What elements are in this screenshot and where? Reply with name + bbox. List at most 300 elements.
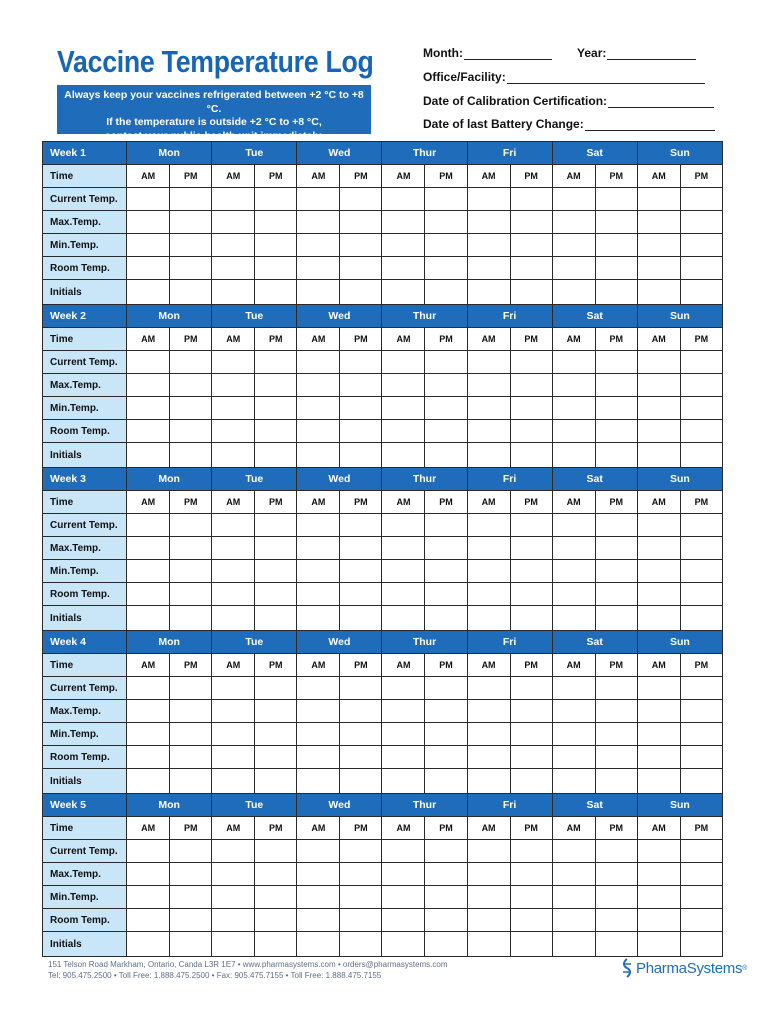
year-field[interactable] xyxy=(577,46,696,60)
log-entry-cell[interactable] xyxy=(382,280,425,305)
log-entry-cell[interactable] xyxy=(170,560,212,583)
log-entry-cell[interactable] xyxy=(595,723,637,746)
log-entry-cell[interactable] xyxy=(170,443,212,468)
log-entry-cell[interactable] xyxy=(552,909,595,932)
log-entry-cell[interactable] xyxy=(425,537,467,560)
log-entry-cell[interactable] xyxy=(297,188,340,211)
log-entry-cell[interactable] xyxy=(297,351,340,374)
log-entry-cell[interactable] xyxy=(212,211,255,234)
log-entry-cell[interactable] xyxy=(680,840,722,863)
log-entry-cell[interactable] xyxy=(595,840,637,863)
log-entry-cell[interactable] xyxy=(255,560,297,583)
log-entry-cell[interactable] xyxy=(637,746,680,769)
log-entry-cell[interactable] xyxy=(510,606,552,631)
log-entry-cell[interactable] xyxy=(382,769,425,794)
log-entry-cell[interactable] xyxy=(467,211,510,234)
log-entry-cell[interactable] xyxy=(127,420,170,443)
log-entry-cell[interactable] xyxy=(170,537,212,560)
log-entry-cell[interactable] xyxy=(680,443,722,468)
log-entry-cell[interactable] xyxy=(425,863,467,886)
log-entry-cell[interactable] xyxy=(255,211,297,234)
log-entry-cell[interactable] xyxy=(340,234,382,257)
log-entry-cell[interactable] xyxy=(340,840,382,863)
log-entry-cell[interactable] xyxy=(127,769,170,794)
log-entry-cell[interactable] xyxy=(170,514,212,537)
log-entry-cell[interactable] xyxy=(467,514,510,537)
log-entry-cell[interactable] xyxy=(680,932,722,957)
log-entry-cell[interactable] xyxy=(127,280,170,305)
log-entry-cell[interactable] xyxy=(510,677,552,700)
log-entry-cell[interactable] xyxy=(425,909,467,932)
log-entry-cell[interactable] xyxy=(255,909,297,932)
log-entry-cell[interactable] xyxy=(127,677,170,700)
log-entry-cell[interactable] xyxy=(297,909,340,932)
log-entry-cell[interactable] xyxy=(255,188,297,211)
log-entry-cell[interactable] xyxy=(340,280,382,305)
log-entry-cell[interactable] xyxy=(467,840,510,863)
log-entry-cell[interactable] xyxy=(467,397,510,420)
log-entry-cell[interactable] xyxy=(552,606,595,631)
log-entry-cell[interactable] xyxy=(425,257,467,280)
log-entry-cell[interactable] xyxy=(425,583,467,606)
log-entry-cell[interactable] xyxy=(212,351,255,374)
log-entry-cell[interactable] xyxy=(382,723,425,746)
log-entry-cell[interactable] xyxy=(127,188,170,211)
log-entry-cell[interactable] xyxy=(595,606,637,631)
log-entry-cell[interactable] xyxy=(680,560,722,583)
log-entry-cell[interactable] xyxy=(170,746,212,769)
log-entry-cell[interactable] xyxy=(637,257,680,280)
log-entry-cell[interactable] xyxy=(297,443,340,468)
log-entry-cell[interactable] xyxy=(680,583,722,606)
log-entry-cell[interactable] xyxy=(467,583,510,606)
log-entry-cell[interactable] xyxy=(595,188,637,211)
log-entry-cell[interactable] xyxy=(127,583,170,606)
log-entry-cell[interactable] xyxy=(127,932,170,957)
log-entry-cell[interactable] xyxy=(425,188,467,211)
log-entry-cell[interactable] xyxy=(212,606,255,631)
log-entry-cell[interactable] xyxy=(255,420,297,443)
log-entry-cell[interactable] xyxy=(382,932,425,957)
log-entry-cell[interactable] xyxy=(255,234,297,257)
log-entry-cell[interactable] xyxy=(340,700,382,723)
log-entry-cell[interactable] xyxy=(212,537,255,560)
log-entry-cell[interactable] xyxy=(382,863,425,886)
log-entry-cell[interactable] xyxy=(297,420,340,443)
log-entry-cell[interactable] xyxy=(595,234,637,257)
log-entry-cell[interactable] xyxy=(467,188,510,211)
log-entry-cell[interactable] xyxy=(340,537,382,560)
log-entry-cell[interactable] xyxy=(382,211,425,234)
log-entry-cell[interactable] xyxy=(255,723,297,746)
log-entry-cell[interactable] xyxy=(297,397,340,420)
log-entry-cell[interactable] xyxy=(467,863,510,886)
log-entry-cell[interactable] xyxy=(637,723,680,746)
log-entry-cell[interactable] xyxy=(170,677,212,700)
log-entry-cell[interactable] xyxy=(595,443,637,468)
log-entry-cell[interactable] xyxy=(595,257,637,280)
log-entry-cell[interactable] xyxy=(340,886,382,909)
log-entry-cell[interactable] xyxy=(552,886,595,909)
log-entry-cell[interactable] xyxy=(170,723,212,746)
log-entry-cell[interactable] xyxy=(637,886,680,909)
log-entry-cell[interactable] xyxy=(595,886,637,909)
log-entry-cell[interactable] xyxy=(297,700,340,723)
log-entry-cell[interactable] xyxy=(170,420,212,443)
log-entry-cell[interactable] xyxy=(212,374,255,397)
log-entry-cell[interactable] xyxy=(297,606,340,631)
log-entry-cell[interactable] xyxy=(127,234,170,257)
log-entry-cell[interactable] xyxy=(382,840,425,863)
log-entry-cell[interactable] xyxy=(425,443,467,468)
log-entry-cell[interactable] xyxy=(170,932,212,957)
log-entry-cell[interactable] xyxy=(297,769,340,794)
log-entry-cell[interactable] xyxy=(297,560,340,583)
log-entry-cell[interactable] xyxy=(467,723,510,746)
log-entry-cell[interactable] xyxy=(637,583,680,606)
year-line[interactable] xyxy=(607,48,696,60)
log-entry-cell[interactable] xyxy=(127,909,170,932)
log-entry-cell[interactable] xyxy=(340,560,382,583)
log-entry-cell[interactable] xyxy=(510,537,552,560)
log-entry-cell[interactable] xyxy=(510,514,552,537)
log-entry-cell[interactable] xyxy=(595,769,637,794)
log-entry-cell[interactable] xyxy=(340,677,382,700)
log-entry-cell[interactable] xyxy=(382,560,425,583)
log-entry-cell[interactable] xyxy=(595,211,637,234)
log-entry-cell[interactable] xyxy=(340,606,382,631)
log-entry-cell[interactable] xyxy=(127,746,170,769)
log-entry-cell[interactable] xyxy=(510,420,552,443)
log-entry-cell[interactable] xyxy=(680,863,722,886)
log-entry-cell[interactable] xyxy=(637,211,680,234)
calibration-line[interactable] xyxy=(608,96,714,108)
log-entry-cell[interactable] xyxy=(127,886,170,909)
log-entry-cell[interactable] xyxy=(552,397,595,420)
log-entry-cell[interactable] xyxy=(510,257,552,280)
log-entry-cell[interactable] xyxy=(212,280,255,305)
log-entry-cell[interactable] xyxy=(510,374,552,397)
log-entry-cell[interactable] xyxy=(255,537,297,560)
log-entry-cell[interactable] xyxy=(425,932,467,957)
log-entry-cell[interactable] xyxy=(510,746,552,769)
log-entry-cell[interactable] xyxy=(127,257,170,280)
log-entry-cell[interactable] xyxy=(425,769,467,794)
log-entry-cell[interactable] xyxy=(595,932,637,957)
log-entry-cell[interactable] xyxy=(340,420,382,443)
log-entry-cell[interactable] xyxy=(340,769,382,794)
log-entry-cell[interactable] xyxy=(680,351,722,374)
log-entry-cell[interactable] xyxy=(637,374,680,397)
log-entry-cell[interactable] xyxy=(595,746,637,769)
log-entry-cell[interactable] xyxy=(467,537,510,560)
log-entry-cell[interactable] xyxy=(467,351,510,374)
log-entry-cell[interactable] xyxy=(680,280,722,305)
log-entry-cell[interactable] xyxy=(510,351,552,374)
log-entry-cell[interactable] xyxy=(467,257,510,280)
log-entry-cell[interactable] xyxy=(637,560,680,583)
log-entry-cell[interactable] xyxy=(680,606,722,631)
log-entry-cell[interactable] xyxy=(297,280,340,305)
log-entry-cell[interactable] xyxy=(255,886,297,909)
log-entry-cell[interactable] xyxy=(467,909,510,932)
log-entry-cell[interactable] xyxy=(212,746,255,769)
log-entry-cell[interactable] xyxy=(212,840,255,863)
log-entry-cell[interactable] xyxy=(212,560,255,583)
log-entry-cell[interactable] xyxy=(382,374,425,397)
log-entry-cell[interactable] xyxy=(340,514,382,537)
log-entry-cell[interactable] xyxy=(382,397,425,420)
log-entry-cell[interactable] xyxy=(425,677,467,700)
log-entry-cell[interactable] xyxy=(340,397,382,420)
log-entry-cell[interactable] xyxy=(595,700,637,723)
log-entry-cell[interactable] xyxy=(552,863,595,886)
log-entry-cell[interactable] xyxy=(595,909,637,932)
office-field[interactable] xyxy=(423,70,705,84)
log-entry-cell[interactable] xyxy=(425,351,467,374)
log-entry-cell[interactable] xyxy=(127,863,170,886)
log-entry-cell[interactable] xyxy=(595,560,637,583)
log-entry-cell[interactable] xyxy=(680,700,722,723)
log-entry-cell[interactable] xyxy=(340,188,382,211)
log-entry-cell[interactable] xyxy=(680,746,722,769)
log-entry-cell[interactable] xyxy=(637,700,680,723)
log-entry-cell[interactable] xyxy=(425,420,467,443)
log-entry-cell[interactable] xyxy=(212,723,255,746)
log-entry-cell[interactable] xyxy=(595,351,637,374)
log-entry-cell[interactable] xyxy=(680,397,722,420)
log-entry-cell[interactable] xyxy=(552,420,595,443)
log-entry-cell[interactable] xyxy=(552,211,595,234)
log-entry-cell[interactable] xyxy=(595,863,637,886)
log-entry-cell[interactable] xyxy=(255,840,297,863)
log-entry-cell[interactable] xyxy=(425,514,467,537)
log-entry-cell[interactable] xyxy=(340,932,382,957)
log-entry-cell[interactable] xyxy=(595,677,637,700)
log-entry-cell[interactable] xyxy=(467,280,510,305)
log-entry-cell[interactable] xyxy=(255,514,297,537)
log-entry-cell[interactable] xyxy=(297,746,340,769)
log-entry-cell[interactable] xyxy=(510,583,552,606)
log-entry-cell[interactable] xyxy=(170,886,212,909)
log-entry-cell[interactable] xyxy=(170,700,212,723)
log-entry-cell[interactable] xyxy=(552,769,595,794)
log-entry-cell[interactable] xyxy=(552,257,595,280)
log-entry-cell[interactable] xyxy=(127,840,170,863)
log-entry-cell[interactable] xyxy=(425,374,467,397)
log-entry-cell[interactable] xyxy=(212,769,255,794)
log-entry-cell[interactable] xyxy=(425,886,467,909)
log-entry-cell[interactable] xyxy=(680,886,722,909)
log-entry-cell[interactable] xyxy=(255,280,297,305)
log-entry-cell[interactable] xyxy=(382,583,425,606)
log-entry-cell[interactable] xyxy=(552,700,595,723)
log-entry-cell[interactable] xyxy=(127,397,170,420)
log-entry-cell[interactable] xyxy=(637,351,680,374)
log-entry-cell[interactable] xyxy=(382,537,425,560)
log-entry-cell[interactable] xyxy=(552,746,595,769)
log-entry-cell[interactable] xyxy=(510,397,552,420)
log-entry-cell[interactable] xyxy=(127,537,170,560)
log-entry-cell[interactable] xyxy=(212,188,255,211)
log-entry-cell[interactable] xyxy=(255,443,297,468)
log-entry-cell[interactable] xyxy=(467,700,510,723)
log-entry-cell[interactable] xyxy=(170,909,212,932)
log-entry-cell[interactable] xyxy=(680,909,722,932)
log-entry-cell[interactable] xyxy=(680,723,722,746)
log-entry-cell[interactable] xyxy=(382,420,425,443)
log-entry-cell[interactable] xyxy=(552,188,595,211)
log-entry-cell[interactable] xyxy=(255,374,297,397)
log-entry-cell[interactable] xyxy=(212,677,255,700)
log-entry-cell[interactable] xyxy=(127,374,170,397)
log-entry-cell[interactable] xyxy=(212,863,255,886)
battery-field[interactable] xyxy=(423,117,715,131)
month-field[interactable] xyxy=(423,46,552,60)
log-entry-cell[interactable] xyxy=(637,677,680,700)
log-entry-cell[interactable] xyxy=(170,188,212,211)
log-entry-cell[interactable] xyxy=(510,723,552,746)
log-entry-cell[interactable] xyxy=(127,723,170,746)
log-entry-cell[interactable] xyxy=(382,746,425,769)
log-entry-cell[interactable] xyxy=(637,606,680,631)
log-entry-cell[interactable] xyxy=(510,886,552,909)
log-entry-cell[interactable] xyxy=(637,909,680,932)
log-entry-cell[interactable] xyxy=(467,886,510,909)
log-entry-cell[interactable] xyxy=(297,514,340,537)
log-entry-cell[interactable] xyxy=(212,909,255,932)
log-entry-cell[interactable] xyxy=(552,583,595,606)
log-entry-cell[interactable] xyxy=(552,443,595,468)
log-entry-cell[interactable] xyxy=(127,351,170,374)
log-entry-cell[interactable] xyxy=(510,840,552,863)
log-entry-cell[interactable] xyxy=(425,560,467,583)
log-entry-cell[interactable] xyxy=(510,560,552,583)
month-line[interactable] xyxy=(464,48,552,60)
log-entry-cell[interactable] xyxy=(680,211,722,234)
log-entry-cell[interactable] xyxy=(255,746,297,769)
log-entry-cell[interactable] xyxy=(425,606,467,631)
log-entry-cell[interactable] xyxy=(297,583,340,606)
log-entry-cell[interactable] xyxy=(297,234,340,257)
log-entry-cell[interactable] xyxy=(340,583,382,606)
log-entry-cell[interactable] xyxy=(297,374,340,397)
log-entry-cell[interactable] xyxy=(510,211,552,234)
log-entry-cell[interactable] xyxy=(425,700,467,723)
log-entry-cell[interactable] xyxy=(297,840,340,863)
log-entry-cell[interactable] xyxy=(637,514,680,537)
log-entry-cell[interactable] xyxy=(467,746,510,769)
log-entry-cell[interactable] xyxy=(255,863,297,886)
log-entry-cell[interactable] xyxy=(340,351,382,374)
log-entry-cell[interactable] xyxy=(212,583,255,606)
log-entry-cell[interactable] xyxy=(425,723,467,746)
log-entry-cell[interactable] xyxy=(510,769,552,794)
log-entry-cell[interactable] xyxy=(170,374,212,397)
log-entry-cell[interactable] xyxy=(595,537,637,560)
log-entry-cell[interactable] xyxy=(595,374,637,397)
log-entry-cell[interactable] xyxy=(340,909,382,932)
log-entry-cell[interactable] xyxy=(637,769,680,794)
log-entry-cell[interactable] xyxy=(552,723,595,746)
log-entry-cell[interactable] xyxy=(510,909,552,932)
log-entry-cell[interactable] xyxy=(467,374,510,397)
log-entry-cell[interactable] xyxy=(255,932,297,957)
log-entry-cell[interactable] xyxy=(212,234,255,257)
log-entry-cell[interactable] xyxy=(255,769,297,794)
log-entry-cell[interactable] xyxy=(425,840,467,863)
log-entry-cell[interactable] xyxy=(552,351,595,374)
log-entry-cell[interactable] xyxy=(425,280,467,305)
log-entry-cell[interactable] xyxy=(170,211,212,234)
log-entry-cell[interactable] xyxy=(680,234,722,257)
log-entry-cell[interactable] xyxy=(212,443,255,468)
log-entry-cell[interactable] xyxy=(680,769,722,794)
log-entry-cell[interactable] xyxy=(637,537,680,560)
log-entry-cell[interactable] xyxy=(467,677,510,700)
log-entry-cell[interactable] xyxy=(467,560,510,583)
log-entry-cell[interactable] xyxy=(170,840,212,863)
log-entry-cell[interactable] xyxy=(510,700,552,723)
log-entry-cell[interactable] xyxy=(255,257,297,280)
log-entry-cell[interactable] xyxy=(510,188,552,211)
log-entry-cell[interactable] xyxy=(382,886,425,909)
log-entry-cell[interactable] xyxy=(212,886,255,909)
log-entry-cell[interactable] xyxy=(595,583,637,606)
log-entry-cell[interactable] xyxy=(170,351,212,374)
log-entry-cell[interactable] xyxy=(637,932,680,957)
log-entry-cell[interactable] xyxy=(212,514,255,537)
log-entry-cell[interactable] xyxy=(637,863,680,886)
log-entry-cell[interactable] xyxy=(425,746,467,769)
log-entry-cell[interactable] xyxy=(510,863,552,886)
log-entry-cell[interactable] xyxy=(637,280,680,305)
log-entry-cell[interactable] xyxy=(552,677,595,700)
log-entry-cell[interactable] xyxy=(425,211,467,234)
log-entry-cell[interactable] xyxy=(382,234,425,257)
log-entry-cell[interactable] xyxy=(297,211,340,234)
log-entry-cell[interactable] xyxy=(637,840,680,863)
log-entry-cell[interactable] xyxy=(382,514,425,537)
log-entry-cell[interactable] xyxy=(552,514,595,537)
log-entry-cell[interactable] xyxy=(170,234,212,257)
log-entry-cell[interactable] xyxy=(340,211,382,234)
log-entry-cell[interactable] xyxy=(425,234,467,257)
log-entry-cell[interactable] xyxy=(595,397,637,420)
log-entry-cell[interactable] xyxy=(297,863,340,886)
log-entry-cell[interactable] xyxy=(340,257,382,280)
battery-line[interactable] xyxy=(585,119,715,131)
log-entry-cell[interactable] xyxy=(340,443,382,468)
log-entry-cell[interactable] xyxy=(297,886,340,909)
log-entry-cell[interactable] xyxy=(170,257,212,280)
log-entry-cell[interactable] xyxy=(170,583,212,606)
log-entry-cell[interactable] xyxy=(127,211,170,234)
log-entry-cell[interactable] xyxy=(170,606,212,631)
log-entry-cell[interactable] xyxy=(340,723,382,746)
log-entry-cell[interactable] xyxy=(212,397,255,420)
log-entry-cell[interactable] xyxy=(552,234,595,257)
log-entry-cell[interactable] xyxy=(212,420,255,443)
log-entry-cell[interactable] xyxy=(467,769,510,794)
log-entry-cell[interactable] xyxy=(255,677,297,700)
log-entry-cell[interactable] xyxy=(170,397,212,420)
log-entry-cell[interactable] xyxy=(552,840,595,863)
log-entry-cell[interactable] xyxy=(127,514,170,537)
log-entry-cell[interactable] xyxy=(637,234,680,257)
log-entry-cell[interactable] xyxy=(680,537,722,560)
log-entry-cell[interactable] xyxy=(552,537,595,560)
